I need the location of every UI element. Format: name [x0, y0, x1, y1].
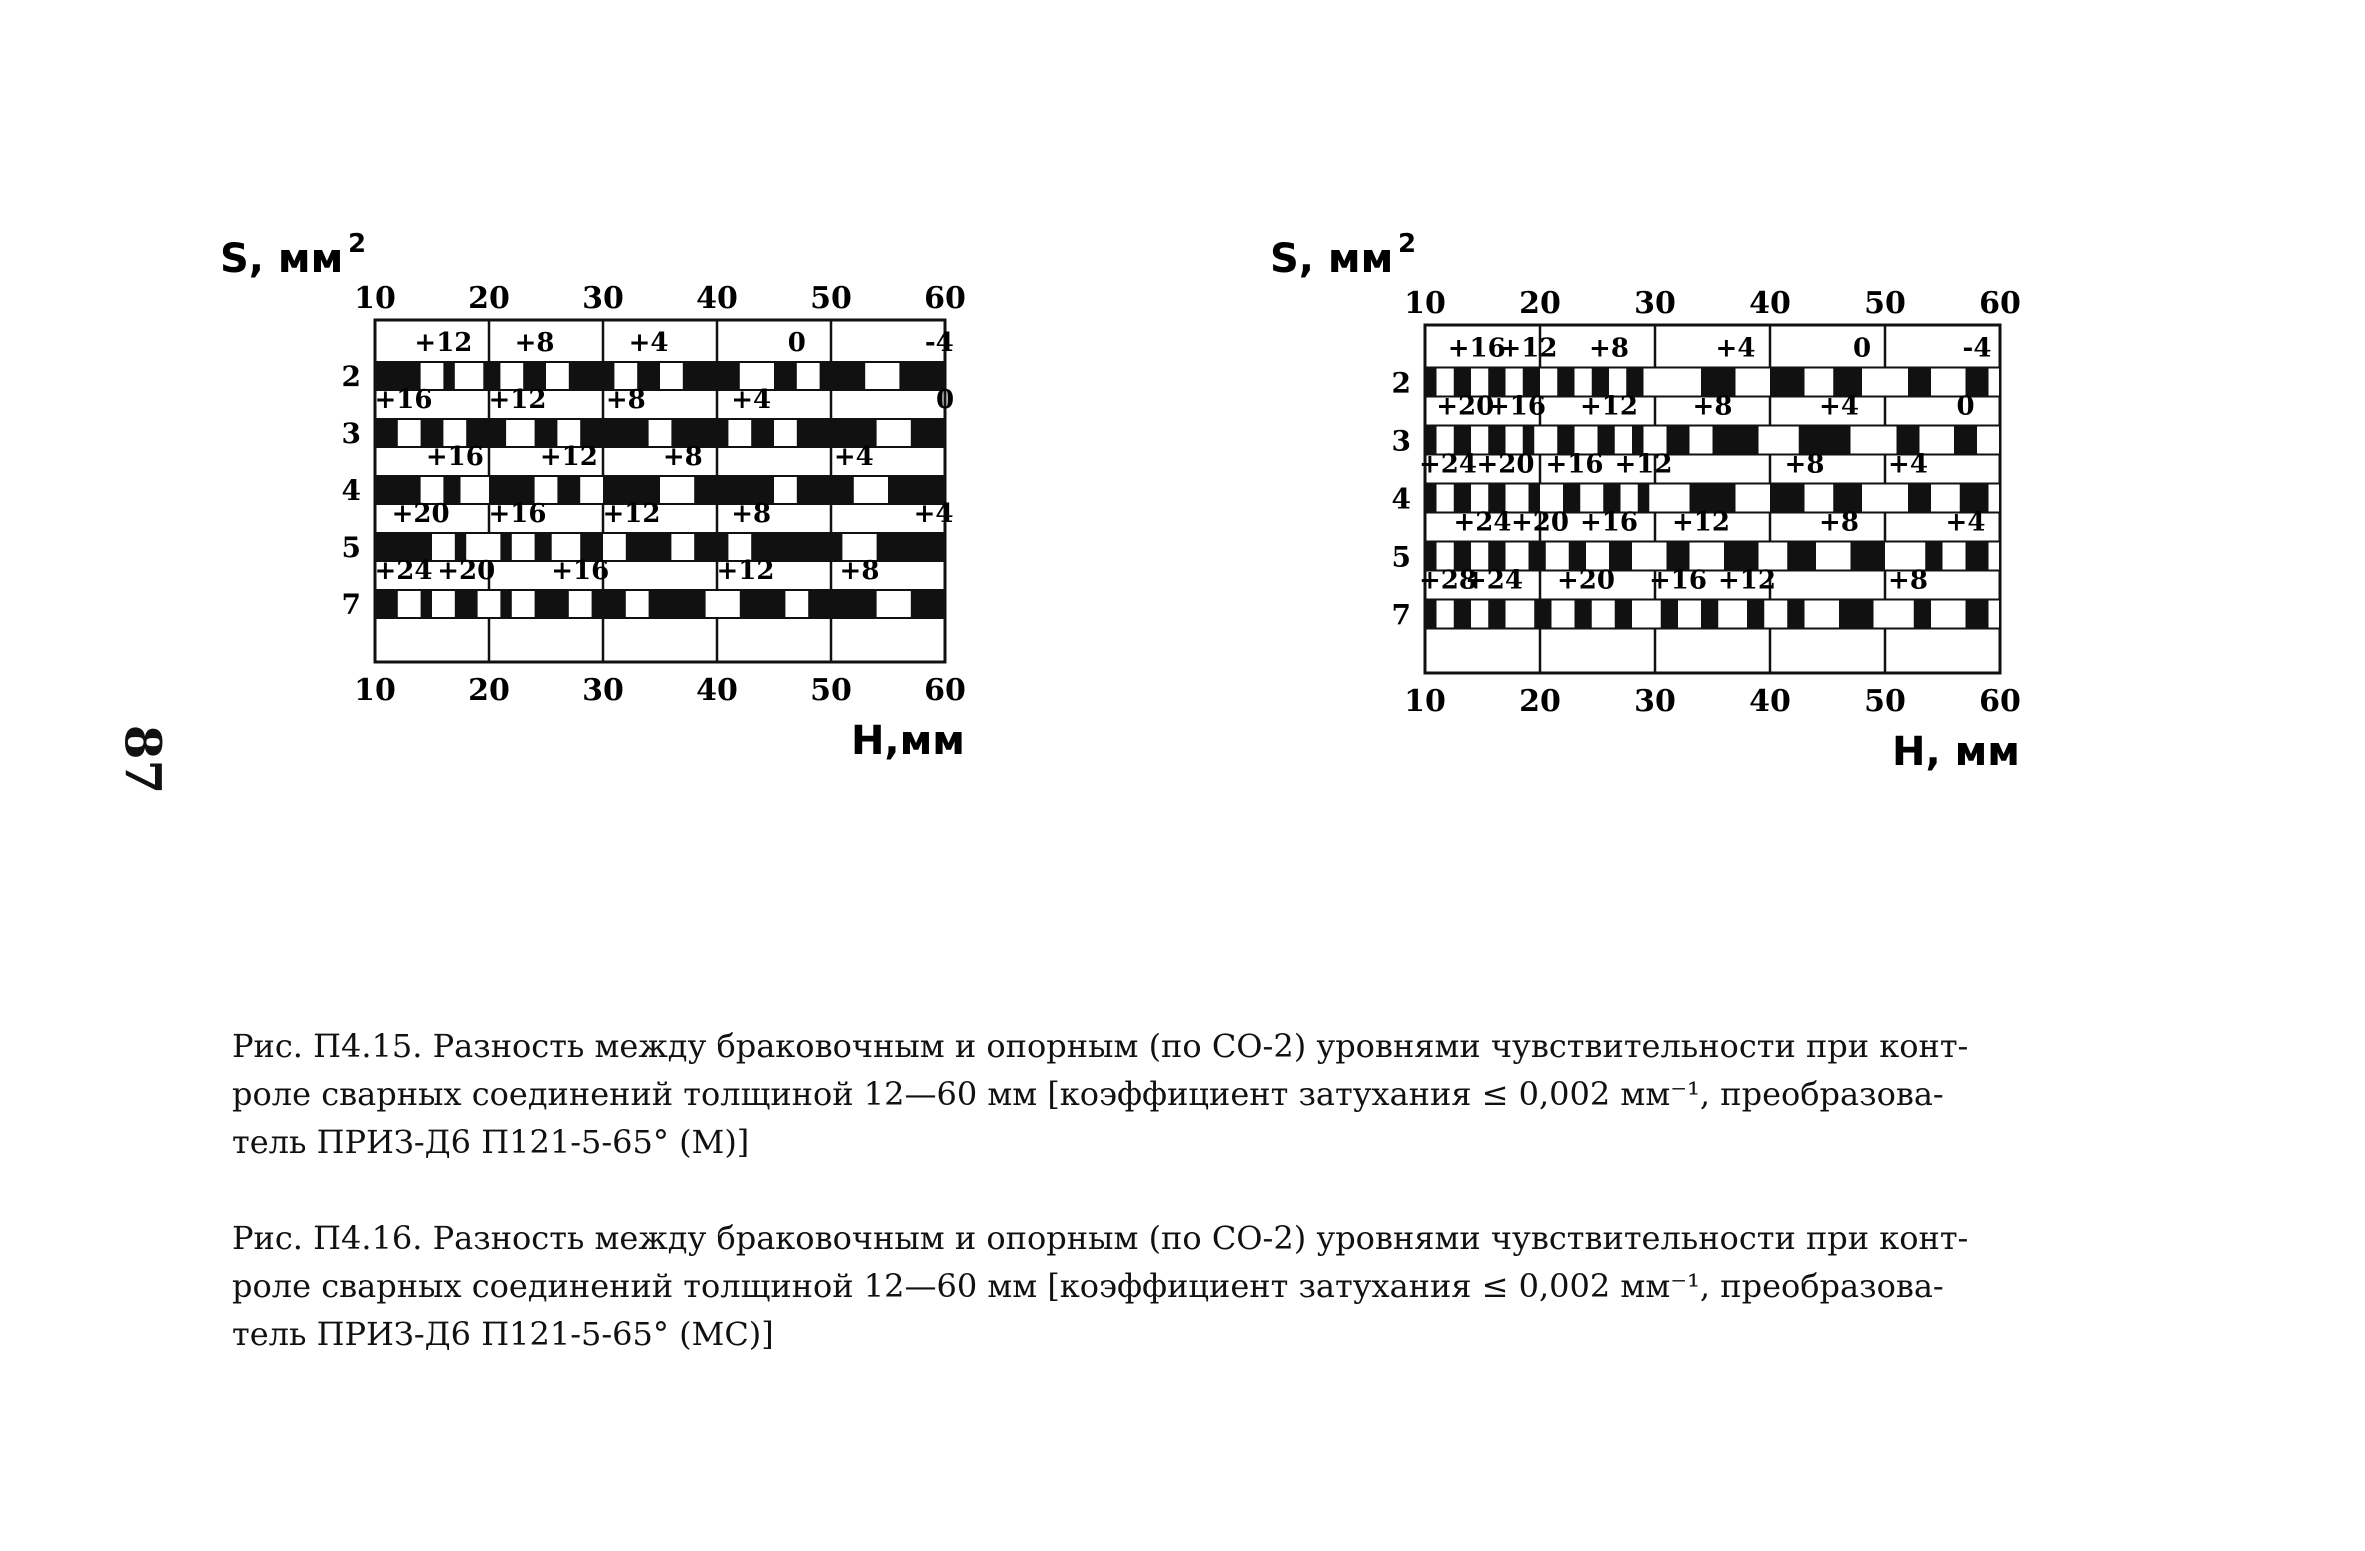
x-tick-label-top: 30: [582, 281, 624, 316]
bar-segment: [820, 362, 866, 390]
difference-value: +12: [1614, 449, 1673, 480]
s-row-label: 4: [1391, 482, 1411, 516]
bar-segment: [375, 419, 398, 447]
difference-value: +4: [1819, 391, 1859, 422]
bar-segment: [1454, 600, 1471, 629]
page-number: 87: [113, 724, 173, 795]
difference-value: +20: [391, 499, 450, 529]
bar-segment: [1914, 600, 1931, 629]
x-tick-label-top: 10: [1404, 286, 1446, 321]
bar-segment: [797, 476, 854, 504]
difference-value: +24: [1453, 507, 1512, 538]
difference-value: +24: [1419, 449, 1477, 480]
x-tick-label-bottom: 10: [354, 673, 396, 708]
bar-segment: [649, 590, 706, 618]
difference-value: +12: [1499, 333, 1558, 364]
x-tick-label-bottom: 50: [1864, 684, 1906, 719]
bar-segment: [535, 590, 569, 618]
difference-value: +28: [1419, 565, 1477, 596]
bar-segment: [500, 590, 511, 618]
difference-value: +20: [1436, 391, 1495, 422]
bar-segment: [1425, 600, 1437, 629]
x-tick-label-top: 20: [468, 281, 510, 316]
bar-segment: [808, 590, 876, 618]
bar-segment: [626, 533, 672, 561]
difference-value: +8: [514, 328, 555, 358]
difference-value: +20: [437, 556, 496, 586]
difference-value: +4: [913, 499, 954, 529]
bar-segment: [500, 533, 511, 561]
bar-segment: [877, 533, 945, 561]
difference-value: +16: [1545, 449, 1604, 480]
difference-value: -4: [924, 328, 954, 358]
difference-value: 0: [787, 328, 806, 358]
difference-value: +8: [1819, 507, 1859, 538]
difference-value: +12: [414, 328, 473, 358]
difference-value: +8: [605, 385, 646, 415]
difference-value: +12: [716, 556, 775, 586]
s-row-label: 2: [1391, 366, 1411, 400]
bar-segment: [911, 419, 945, 447]
bar-segment: [1787, 600, 1804, 629]
x-tick-label-bottom: 20: [468, 673, 510, 708]
bar-segment: [1954, 426, 1977, 455]
difference-value: +12: [1718, 565, 1776, 596]
bar-segment: [1638, 484, 1650, 513]
difference-value: +24: [374, 556, 433, 586]
s-row-label: 5: [341, 531, 361, 564]
s-row-label: 7: [341, 588, 361, 621]
difference-value: +8: [1784, 449, 1825, 480]
bar-segment: [535, 533, 552, 561]
caption-p4-15: [232, 1022, 2072, 1166]
difference-value: 0: [1852, 333, 1872, 364]
bar-segment: [1770, 368, 1805, 397]
x-tick-label-top: 10: [354, 281, 396, 316]
bar-segment: [1747, 600, 1764, 629]
s-row-label: 3: [341, 417, 361, 450]
nomogram-p4-16: [1270, 220, 2095, 960]
x-tick-label-top: 60: [1979, 286, 2021, 321]
bar-segment: [911, 590, 945, 618]
x-tick-label-bottom: 30: [1634, 684, 1676, 719]
bar-segment: [1615, 600, 1632, 629]
x-tick-label-bottom: 40: [696, 673, 738, 708]
x-axis-label: H, мм: [1892, 729, 2020, 775]
y-axis-superscript: 2: [348, 229, 367, 259]
bar-segment: [1661, 600, 1678, 629]
y-axis-label: S, мм: [1270, 236, 1394, 282]
difference-value: -4: [1962, 333, 1992, 364]
caption-line: роле сварных соединений толщиной 12—60 мм [коэффициент затухания ≤ 0,002 мм⁻¹, преобразова-: [232, 1075, 1944, 1113]
x-tick-label-bottom: 50: [810, 673, 852, 708]
bar-segment: [592, 590, 626, 618]
difference-value: +24: [1465, 565, 1523, 596]
difference-value: +12: [1672, 507, 1730, 538]
difference-value: +20: [1511, 507, 1569, 538]
caption-p4-16: [232, 1214, 2072, 1358]
difference-value: +4: [1945, 507, 1986, 538]
difference-value: +16: [1580, 507, 1638, 538]
difference-value: +4: [731, 385, 772, 415]
caption-line: Рис. П4.15. Разность между браковочным и опорным (по СО-2) уровнями чувствительности при конт-: [232, 1027, 1969, 1065]
bar-segment: [1425, 484, 1437, 513]
bar-segment: [1966, 542, 1989, 571]
bar-segment: [421, 590, 432, 618]
s-row-label: 5: [1391, 540, 1411, 574]
difference-value: 0: [935, 385, 955, 415]
x-tick-label-bottom: 10: [1404, 684, 1446, 719]
bar-segment: [1851, 542, 1886, 571]
bar-segment: [375, 590, 398, 618]
bar-segment: [1488, 600, 1505, 629]
difference-value: +16: [551, 556, 610, 586]
bar-segment: [1575, 600, 1592, 629]
difference-value: +8: [1888, 565, 1928, 596]
x-tick-label-top: 40: [696, 281, 738, 316]
difference-value: +12: [539, 442, 598, 472]
bar-segment: [557, 476, 580, 504]
difference-value: +12: [488, 385, 547, 415]
difference-value: +4: [628, 328, 669, 358]
bar-segment: [1966, 600, 1989, 629]
difference-value: +16: [1649, 565, 1707, 596]
bar-segment: [455, 590, 478, 618]
difference-value: +4: [1888, 449, 1928, 480]
bar-segment: [443, 362, 454, 390]
bar-segment: [1557, 368, 1574, 397]
difference-value: +8: [1692, 391, 1733, 422]
caption-line: Рис. П4.16. Разность между браковочным и опорным (по СО-2) уровнями чувствительности при конт-: [232, 1219, 1969, 1257]
bar-segment: [1770, 484, 1805, 513]
difference-value: +4: [833, 442, 874, 472]
x-tick-label-top: 20: [1519, 286, 1561, 321]
bar-segment: [1529, 542, 1546, 571]
y-axis-superscript: 2: [1398, 229, 1417, 259]
x-tick-label-top: 60: [924, 281, 966, 316]
bar-segment: [1787, 542, 1816, 571]
nomogram-p4-15: [200, 220, 1000, 940]
x-tick-label-top: 30: [1634, 286, 1676, 321]
s-row-label: 3: [1391, 424, 1411, 458]
x-axis-label: H,мм: [850, 718, 965, 764]
difference-value: +8: [731, 499, 772, 529]
y-axis-label: S, мм: [220, 236, 344, 282]
caption-line: тель ПРИЗ-Д6 П121-5-65° (МС)]: [232, 1315, 774, 1353]
s-row-label: 7: [1391, 598, 1411, 632]
difference-value: +16: [425, 442, 484, 472]
bar-segment: [1908, 484, 1931, 513]
difference-value: 0: [1956, 391, 1975, 422]
x-tick-label-top: 40: [1749, 286, 1791, 321]
bar-segment: [1713, 426, 1759, 455]
x-tick-label-bottom: 60: [924, 673, 966, 708]
x-tick-label-top: 50: [810, 281, 852, 316]
bar-segment: [1839, 600, 1874, 629]
difference-value: +12: [602, 499, 661, 529]
x-tick-label-bottom: 40: [1749, 684, 1791, 719]
difference-value: +16: [1447, 333, 1506, 364]
bar-segment: [774, 362, 797, 390]
difference-value: +16: [1488, 391, 1546, 422]
bar-segment: [751, 419, 774, 447]
difference-value: +16: [374, 385, 433, 415]
difference-value: +16: [488, 499, 547, 529]
bar-segment: [740, 590, 786, 618]
caption-line: роле сварных соединений толщиной 12—60 мм [коэффициент затухания ≤ 0,002 мм⁻¹, преобразова-: [232, 1267, 1944, 1305]
caption-line: тель ПРИЗ-Д6 П121-5-65° (М)]: [232, 1123, 750, 1161]
s-row-label: 2: [341, 360, 361, 393]
bar-segment: [1701, 600, 1718, 629]
x-tick-label-bottom: 30: [582, 673, 624, 708]
difference-value: +4: [1715, 333, 1756, 364]
x-tick-label-top: 50: [1864, 286, 1906, 321]
bar-segment: [1908, 368, 1931, 397]
difference-value: +8: [839, 556, 880, 586]
difference-value: +8: [1589, 333, 1629, 364]
difference-value: +20: [1476, 449, 1535, 480]
x-tick-label-bottom: 60: [1979, 684, 2021, 719]
s-row-label: 4: [341, 474, 361, 507]
difference-value: +8: [662, 442, 703, 472]
x-tick-label-bottom: 20: [1519, 684, 1561, 719]
bar-segment: [1425, 368, 1437, 397]
bar-segment: [1534, 600, 1551, 629]
difference-value: +12: [1580, 391, 1638, 422]
difference-value: +20: [1557, 565, 1615, 596]
